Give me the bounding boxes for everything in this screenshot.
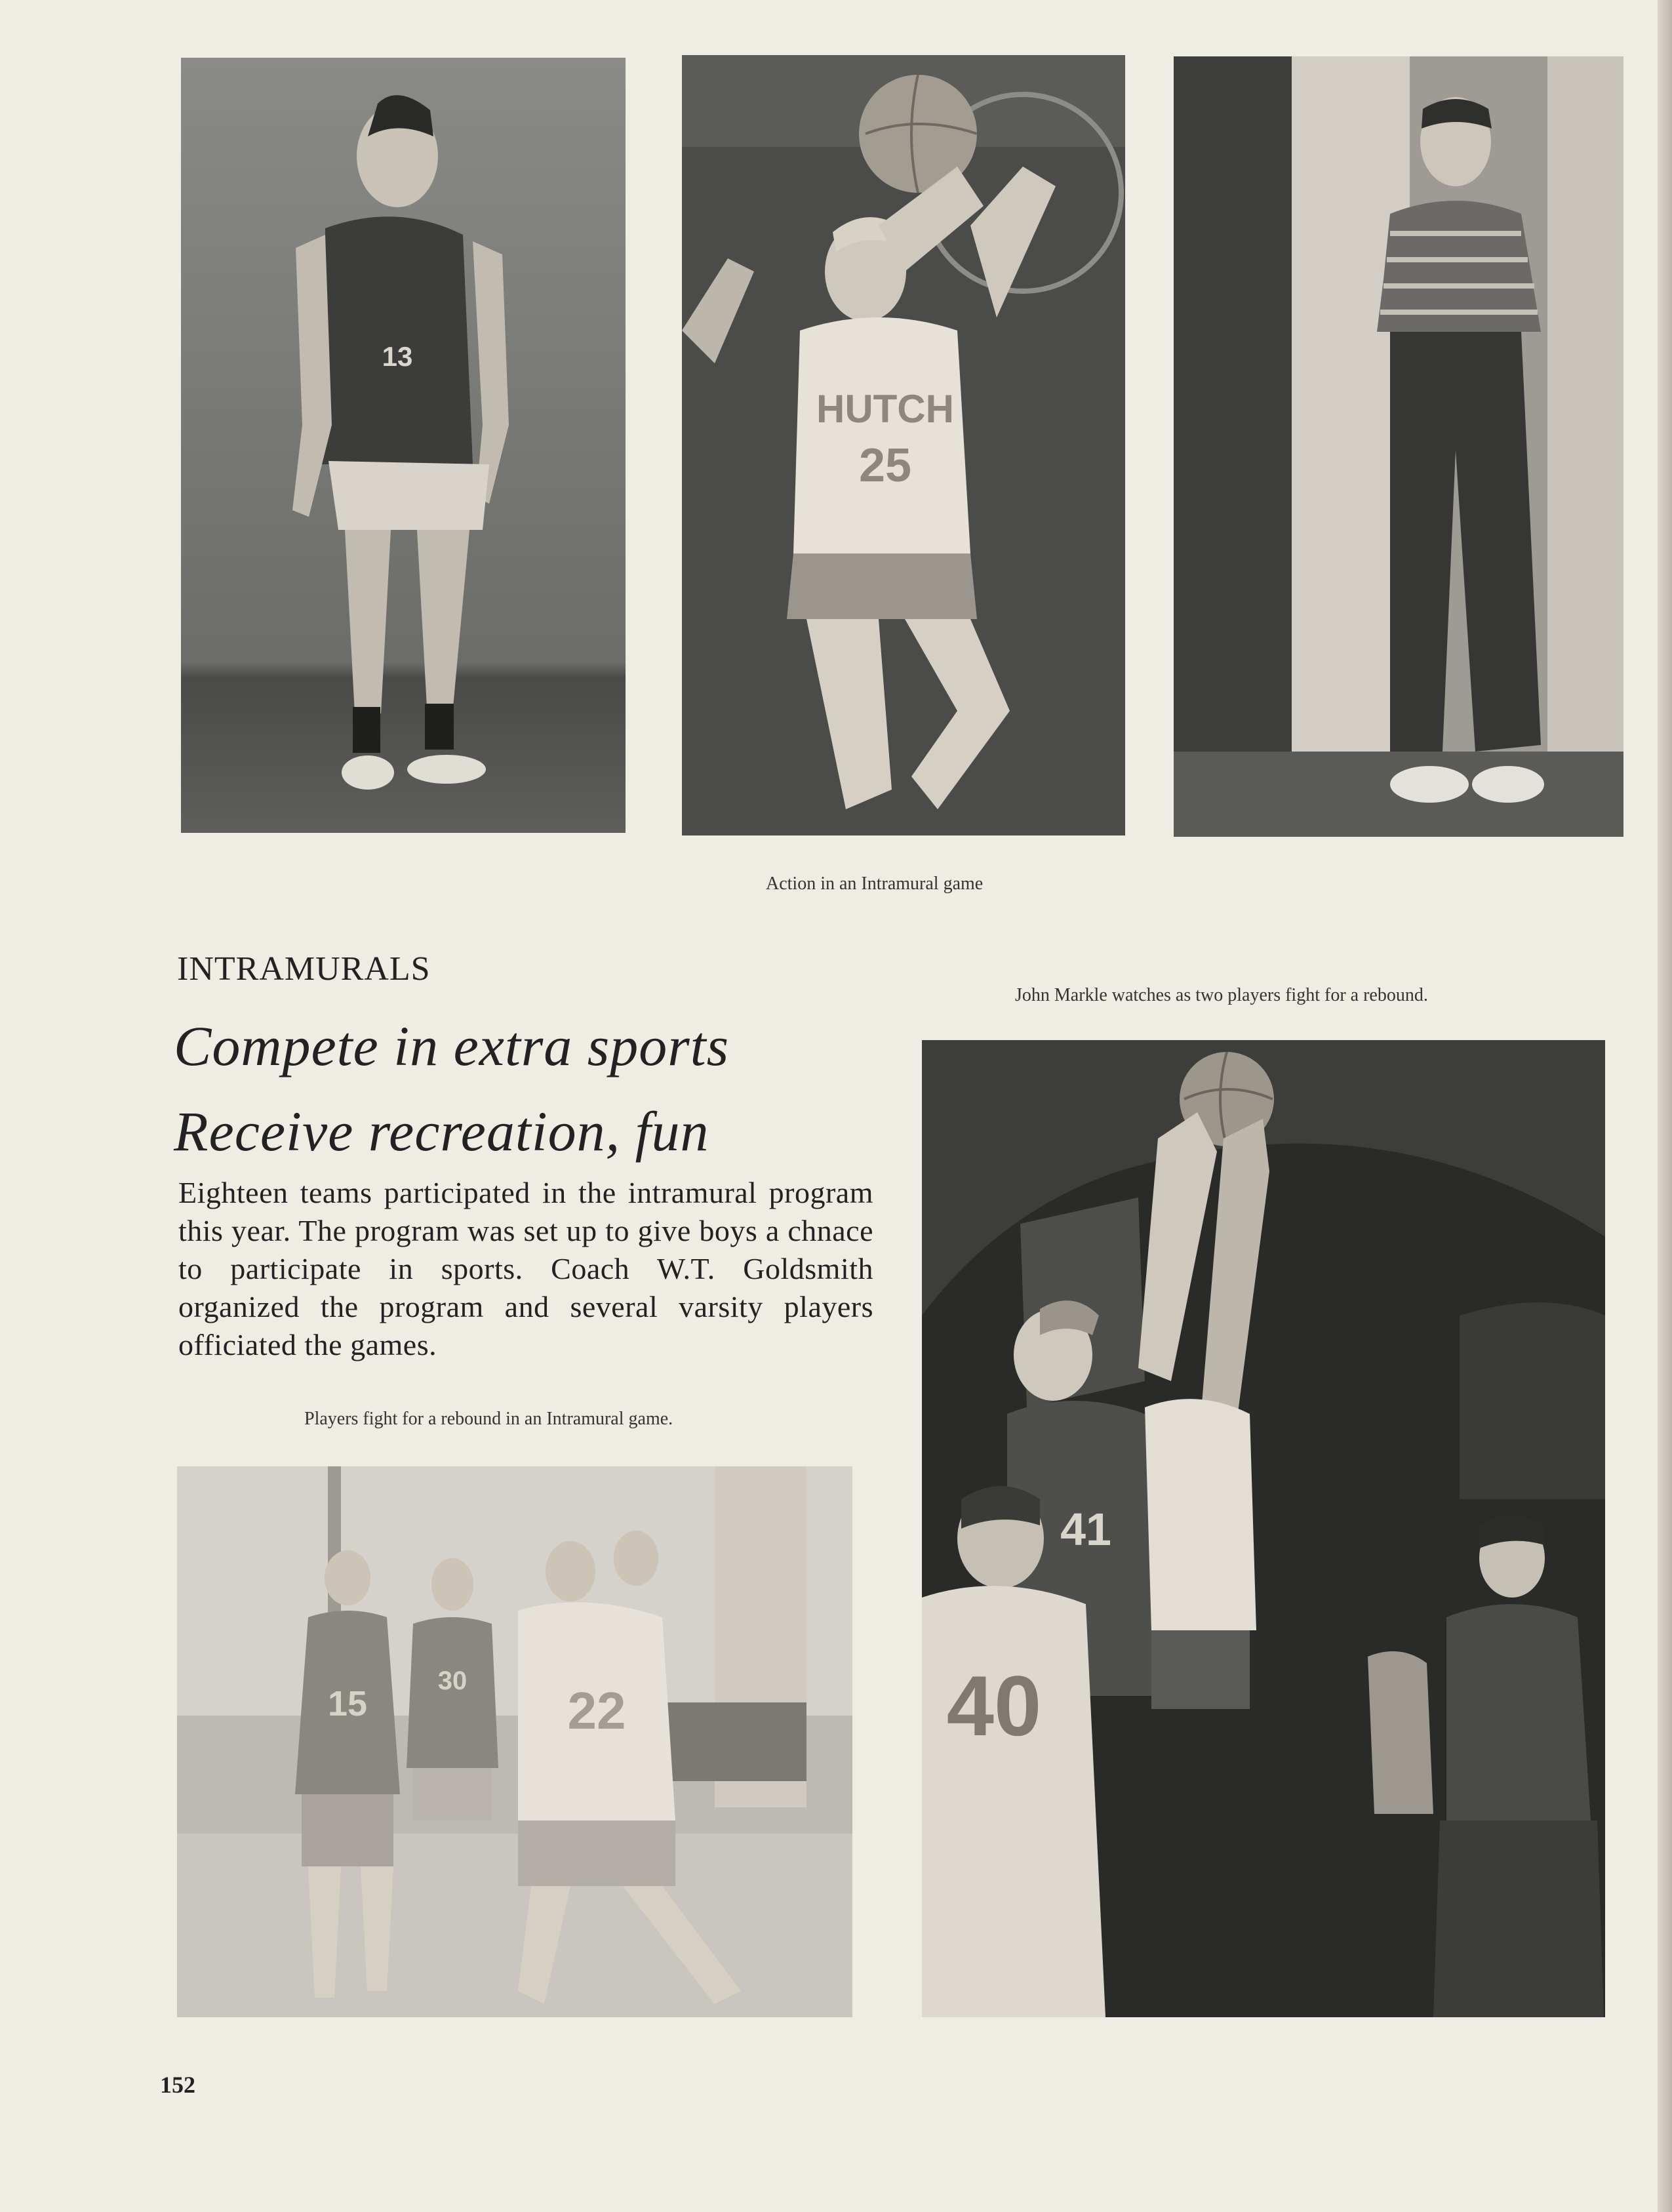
jersey-number: 40 (946, 1658, 1042, 1754)
article-body: Eighteen teams participated in the intramural program this year. The program was set up to give boys a chnace to participate in sports. Coach W.T. Goldsmith organized the program and several varsity players officiated the games. (178, 1176, 873, 1361)
photo-referee (1174, 56, 1623, 837)
jersey-number: 30 (437, 1666, 468, 1695)
section-label: INTRAMURALS (177, 950, 431, 988)
jersey-team: HUTCH (816, 387, 954, 431)
jersey-number: 22 (567, 1681, 626, 1740)
photo-rebound-left (177, 1466, 852, 2017)
jersey-number: 15 (327, 1684, 368, 1723)
headline-line-1: Compete in extra sports (174, 1015, 730, 1077)
page-number: 152 (160, 2072, 195, 2098)
page-edge (1658, 0, 1672, 2212)
caption-right-photo: John Markle watches as two players fight for a rebound. (1015, 985, 1428, 1005)
jersey-number: 25 (858, 439, 912, 492)
caption-left-photo: Players fight for a rebound in an Intramural game. (304, 1409, 673, 1429)
jersey-number: 41 (1060, 1504, 1111, 1555)
photo-rebound-right (922, 1040, 1605, 2017)
caption-top-row: Action in an Intramural game (766, 874, 984, 894)
headline-line-2: Receive recreation, fun (174, 1100, 709, 1163)
photo-player-standing (181, 58, 626, 833)
photo-player-shooting (682, 55, 1125, 835)
jersey-number: 13 (382, 341, 413, 372)
